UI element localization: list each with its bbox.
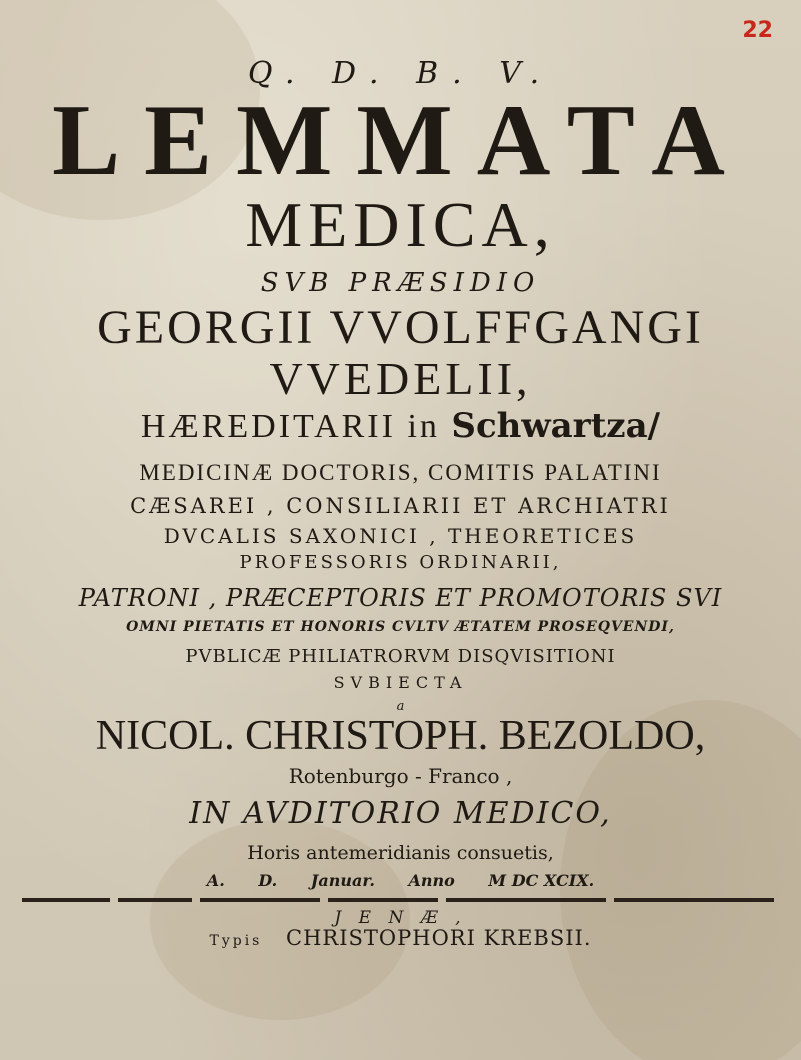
typis-label: Typis (209, 933, 263, 949)
rule-dash (22, 898, 110, 902)
rule-dash (446, 898, 606, 902)
subiecta-line: SVBIECTA (333, 673, 468, 692)
praeses-first-names: GEORGII VVOLFFGANGI (97, 301, 704, 354)
titles-line-3: DVCALIS SAXONICI , THEORETICES (163, 524, 638, 548)
patroni-line: PATRONI , PRÆCEPTORIS ET PROMOTORIS SVI (78, 584, 723, 612)
title-main: LEMMATA (52, 84, 749, 197)
imprint-place: J E N Æ , (334, 908, 467, 928)
a-letter: a (396, 699, 405, 714)
respondent-origin: Rotenburgo - Franco , (288, 764, 513, 788)
rule-dash (614, 898, 774, 902)
titles-line-4: PROFESSORIS ORDINARII, (239, 552, 562, 573)
hereditarii-text: HÆREDITARII in (140, 408, 440, 445)
respondent-name: NICOL. CHRISTOPH. BEZOLDO, (95, 713, 706, 759)
date-a: A. (206, 871, 225, 890)
place-fraktur: Schwartza/ (451, 406, 661, 446)
imprint-printer-line (0, 926, 801, 950)
date-month: Januar. (310, 871, 375, 890)
titles-line-2: CÆSAREI , CONSILIARII ET ARCHIATRI (130, 494, 671, 518)
hereditarii-line (0, 406, 801, 446)
hours-line: Horis antemeridianis consuetis, (247, 842, 554, 864)
venue-line: IN AVDITORIO MEDICO, (189, 796, 612, 831)
omni-line: OMNI PIETATIS ET HONORIS CVLTV ÆTATEM PROSEQVENDI, (126, 619, 675, 635)
printer-name: CHRISTOPHORI KREBSII. (286, 926, 592, 950)
date-line (0, 871, 801, 890)
page-number: 22 (742, 18, 773, 43)
date-d: D. (258, 871, 278, 890)
rule-dash (328, 898, 438, 902)
rule-dash (118, 898, 192, 902)
publicae-line: PVBLICÆ PHILIATRORVM DISQVISITIONI (185, 646, 616, 667)
praeses-surname: VVEDELII, (269, 353, 532, 404)
presidio-line: SVB PRÆSIDIO (260, 268, 541, 298)
titles-line-1: MEDICINÆ DOCTORIS, COMITIS PALATINI (139, 460, 662, 485)
rule-dash (200, 898, 320, 902)
title-sub: MEDICA, (245, 189, 556, 260)
horizontal-rule (22, 898, 774, 902)
monogram: Q. D. B. V. (247, 56, 554, 91)
date-year: M DC XCIX. (488, 871, 595, 890)
date-anno: Anno (408, 871, 455, 890)
